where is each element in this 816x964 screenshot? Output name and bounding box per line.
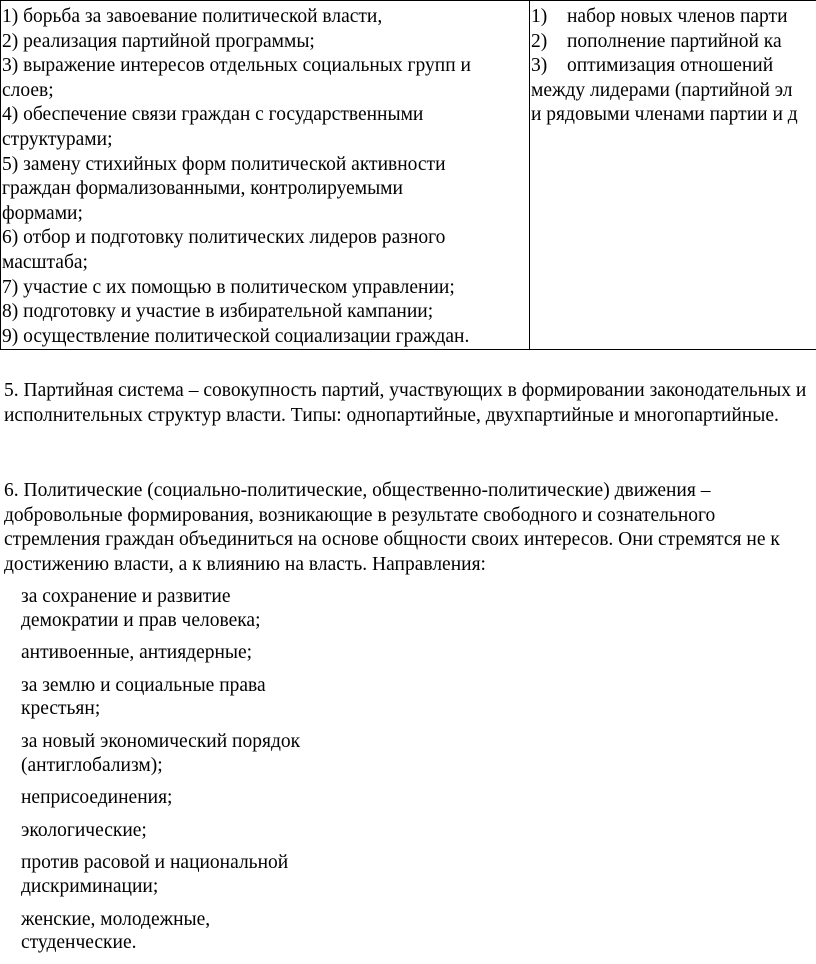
list-item: антивоенные, антиядерные; xyxy=(21,641,300,665)
function-line: 1) борьба за завоевание политической власти, xyxy=(2,5,528,30)
function-line: 4) обеспечение связи граждан с государственными xyxy=(2,103,528,128)
function-line: структурами; xyxy=(2,128,528,153)
internal-functions-cell xyxy=(530,1,816,350)
item-continuation: между лидерами (партийной эл xyxy=(531,79,816,104)
item-text: оптимизация отношений xyxy=(567,55,773,76)
list-item: за землю и социальные права крестьян; xyxy=(21,674,300,721)
function-line: 7) участие с их помощью в политическом управлении; xyxy=(2,276,528,301)
internal-function-item xyxy=(531,54,816,79)
list-item: за новый экономический порядок (антиглобализм); xyxy=(21,730,300,777)
function-line: формами; xyxy=(2,202,528,227)
list-item: женские, молодежные, студенческие. xyxy=(21,908,300,955)
function-line: 2) реализация партийной программы; xyxy=(2,30,528,55)
list-item: против расовой и национальной дискриминации; xyxy=(21,851,300,898)
function-line: 8) подготовку и участие в избирательной кампании; xyxy=(2,300,528,325)
internal-function-item xyxy=(531,30,816,55)
party-system-paragraph: 5. Партийная система – совокупность партий, участвующих в формировании законодательных и исполнительных структур власти. Типы: однопартийные, двухпартийные и многопартийные. xyxy=(4,379,814,428)
list-item: неприсоединения; xyxy=(21,786,300,810)
function-line: 6) отбор и подготовку политических лидеров разного xyxy=(2,226,528,251)
item-text: пополнение партийной ка xyxy=(567,31,782,52)
function-line: 5) замену стихийных форм политической активности xyxy=(2,153,528,178)
party-functions-table xyxy=(0,0,816,350)
list-item: экологические; xyxy=(21,819,300,843)
function-line: 9) осуществление политической социализации граждан. xyxy=(2,325,528,350)
party-functions-cell xyxy=(1,1,530,350)
function-line: 3) выражение интересов отдельных социальных групп и xyxy=(2,54,528,79)
function-line: масштаба; xyxy=(2,251,528,276)
political-movements-paragraph: 6. Политические (социально-политические, общественно-политические) движения – добровольные формирования, возникающие в результате свободного и сознательного стремления граждан объединиться на основе общности своих интересов. Они стремятся не к достижению власти, а к влиянию на власть. Направления: xyxy=(4,479,814,577)
item-number: 2) xyxy=(531,30,567,55)
table-row xyxy=(1,1,816,350)
item-continuation: и рядовыми членами партии и д xyxy=(531,103,816,128)
function-line: граждан формализованными, контролируемыми xyxy=(2,177,528,202)
internal-function-item xyxy=(531,5,816,30)
movement-directions-list xyxy=(21,585,300,964)
function-line: слоев; xyxy=(2,79,528,104)
list-item: за сохранение и развитие демократии и прав человека; xyxy=(21,585,300,632)
item-number: 3) xyxy=(531,54,567,79)
item-text: набор новых членов парти xyxy=(567,6,788,27)
item-number: 1) xyxy=(531,5,567,30)
